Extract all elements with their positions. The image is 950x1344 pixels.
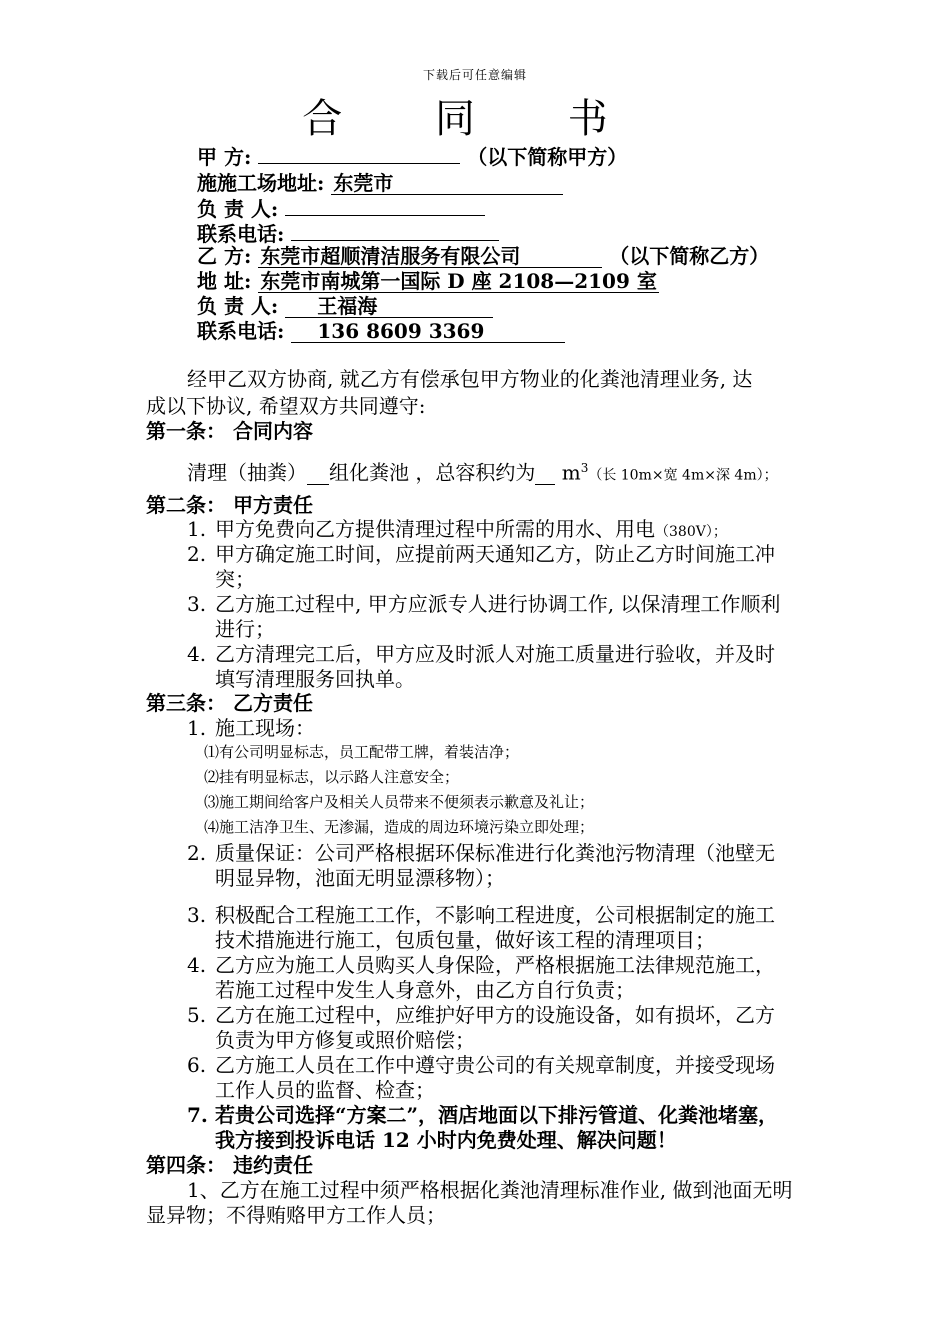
article-2-item [187,641,775,667]
article-3-item-cont: 负责为甲方修复或照价赔偿； [215,1028,475,1052]
site-rule: ⑶施工期间给客户及相关人员带来不便须表示歉意及礼让； [204,793,595,811]
party-a-suffix: （以下简称甲方） [467,145,628,169]
party-b-phone-row [197,318,565,344]
party-b-contact-row [197,293,493,319]
item-text: 甲方免费向乙方提供清理过程中所需的用水、用电 [215,517,655,541]
article-3-item-cont: 若施工过程中发生人身意外，由乙方自行负责； [215,978,635,1002]
item-text: 积极配合工程施工工作，不影响工程进度，公司根据制定的施工 [215,903,775,927]
item-number: 2. [187,542,207,566]
item-number: 4. [187,642,207,666]
article-2-heading: 第二条： 甲方责任 [146,493,313,517]
party-a-label: 甲 方: [197,145,252,169]
item-text: 乙方清理完工后，甲方应及时派人对施工质量进行验收，并及时 [215,642,775,666]
party-a-site-label: 施施工场地址: [197,171,325,195]
party-a-phone-label: 联系电话: [197,222,285,246]
article-1-text-b: 组化粪池 ，总容积约为 [329,460,536,485]
party-b-contact-label: 负 责 人: [197,294,279,318]
article-1-dims: （长 10m×宽 4m×深 4m）； [588,467,778,484]
article-3-item-cont: 技术措施进行施工，包质包量，做好该工程的清理项目； [215,928,715,952]
item-text: 乙方施工过程中, 甲方应派专人进行协调工作, 以保清理工作顺利 [215,592,781,616]
item-number: 7. [187,1103,208,1127]
item-text: 甲方确定施工时间，应提前两天通知乙方，防止乙方时间施工冲 [215,542,775,566]
party-b-suffix: （以下简称乙方） [609,244,770,268]
article-3-item [187,840,775,866]
article-2-item [187,591,780,617]
article-3-item-plan-two [187,1102,778,1128]
party-b-contact-value: 王福海 [285,295,493,318]
party-b-phone-value: 136 8609 3369 [291,320,565,343]
item-number: 4. [187,953,207,977]
article-3-item [187,902,775,928]
page-title: 合 同 书 [302,96,648,142]
article-4-heading: 第四条： 违约责任 [146,1153,313,1177]
article-1-text-a: 清理（抽粪） [187,460,307,485]
article-2-item-cont: 填写清理服务回执单。 [215,667,415,691]
party-b-phone-label: 联系电话: [197,319,285,343]
item-text: 质量保证：公司严格根据环保标准进行化粪池污物清理（池壁无 [215,841,775,865]
article-1-heading: 第一条： 合同内容 [146,419,313,443]
party-a-phone-blank [291,220,499,241]
article-3-item-cont: 明显异物，池面无明显漂移物）； [215,866,505,890]
item-number: 1. [187,716,207,740]
article-3-item [187,715,315,741]
item-text: 乙方应为施工人员购买人身保险，严格根据施工法律规范施工， [215,953,775,977]
article-1-content [187,455,778,489]
intro-line-1: 经甲乙双方协商, 就乙方有偿承包甲方物业的化粪池清理业务, 达 [187,367,753,391]
party-a-contact-label: 负 责 人: [197,197,279,221]
item-note: （380V）； [655,524,727,540]
volume-unit: m [561,460,581,485]
party-a-contact-blank [285,195,485,216]
site-rule: ⑷施工洁净卫生、无渗漏，造成的周边环境污染立即处理； [204,818,595,836]
party-b-address-value: 东莞市南城第一国际 D 座 2108—2109 室 [260,269,657,293]
article-4-line-1: 1、乙方在施工过程中须严格根据化粪池清理标准作业, 做到池面无明 [187,1178,793,1202]
article-2-item-cont: 进行； [215,617,275,641]
item-text: 乙方在施工过程中，应维护好甲方的设施设备，如有损坏，乙方 [215,1003,775,1027]
item-text: 施工现场： [215,716,315,740]
item-number: 5. [187,1003,207,1027]
party-b-label: 乙 方: [197,244,252,268]
article-3-item-cont: 工作人员的监督、检查； [215,1078,435,1102]
party-a-name-blank [258,143,460,164]
party-a-contact-row [197,195,485,222]
party-b-name: 东莞市超顺清洁服务有限公司 [258,245,602,268]
article-3-item [187,952,775,978]
item-number: 3. [187,903,207,927]
item-text: 若贵公司选择“方案二”，酒店地面以下排污管道、化粪池堵塞， [215,1103,779,1127]
item-number: 1. [187,517,207,541]
article-4-line-2: 显异物；不得贿赂甲方工作人员； [146,1203,446,1227]
party-b-row [197,243,769,269]
intro-line-2: 成以下协议, 希望双方共同遵守: [146,394,426,418]
party-a-site-row [197,170,563,196]
article-3-item [187,1052,775,1078]
group-count-blank [307,462,329,485]
site-rule: ⑵挂有明显标志，以示路人注意安全； [204,768,460,786]
item-number: 6. [187,1053,207,1077]
item-number: 2. [187,841,207,865]
volume-unit-sup: 3 [580,461,589,475]
article-3-item-cont: 我方接到投诉电话 12 小时内免费处理、解决问题！ [215,1128,677,1152]
site-rule: ⑴有公司明显标志，员工配带工牌，着装洁净； [204,743,520,761]
article-2-item-cont: 突； [215,567,255,591]
volume-blank [535,462,555,485]
party-b-address-row [197,268,659,294]
header-note: 下载后可任意编辑 [422,68,527,82]
party-b-address-label: 地 址: [197,269,252,293]
party-a-site-value: 东莞市 [331,172,563,195]
party-a-row [197,143,627,170]
article-3-item [187,1002,775,1028]
article-2-item [187,541,775,567]
item-number: 3. [187,592,207,616]
item-text: 乙方施工人员在工作中遵守贵公司的有关规章制度，并接受现场 [215,1053,775,1077]
article-3-heading: 第三条： 乙方责任 [146,691,313,715]
